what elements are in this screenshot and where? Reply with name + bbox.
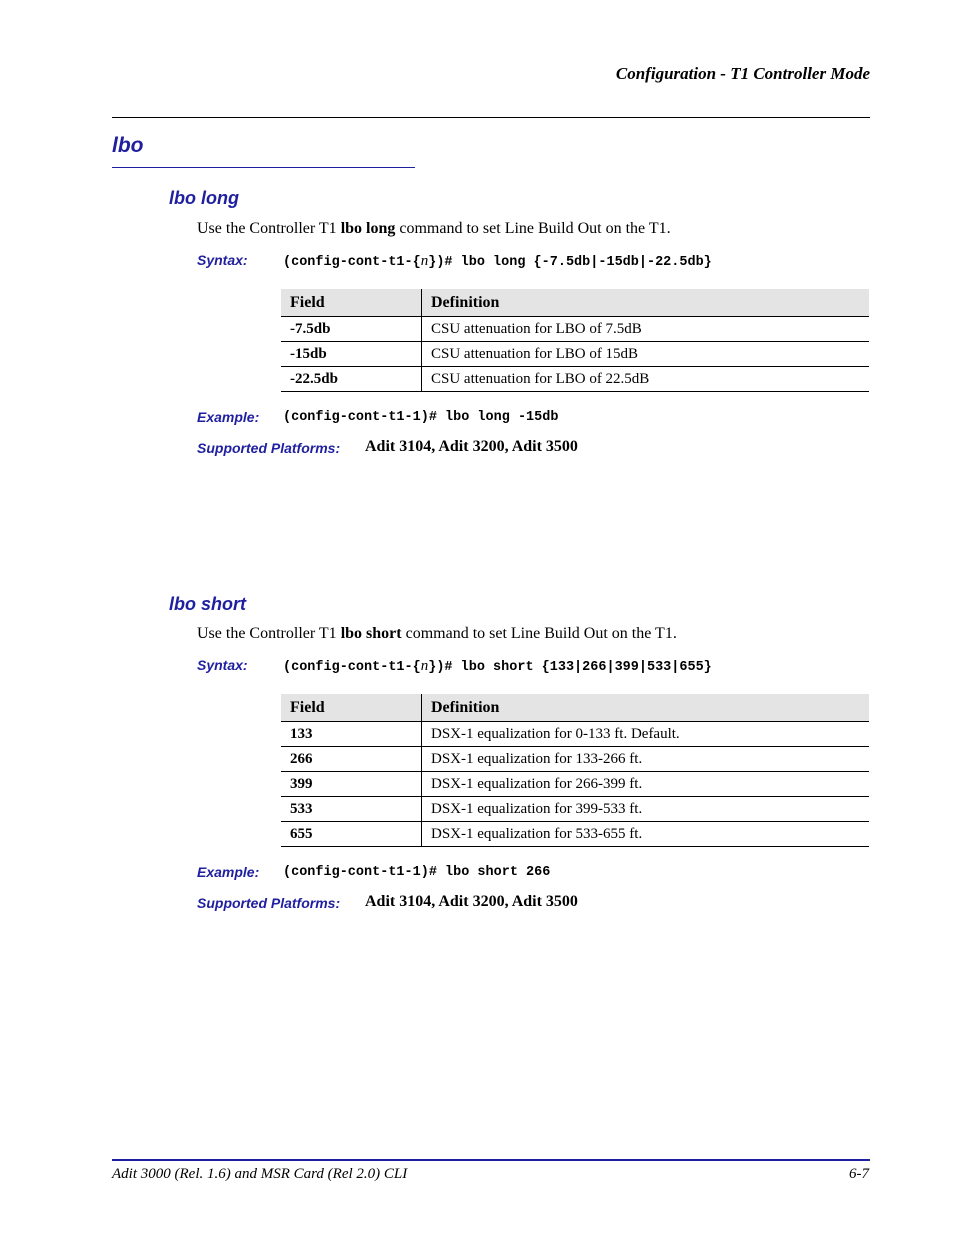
table-row [281, 772, 869, 797]
field-cell: 655 [281, 822, 422, 847]
field-column-header: Field [281, 289, 422, 317]
lbo-short-description: Use the Controller T1 lbo short command to set Line Build Out on the T1. [197, 625, 677, 642]
field-cell: -7.5db [281, 317, 422, 342]
table-row [281, 822, 869, 847]
table-row [281, 317, 869, 342]
lbo-short-platforms-label: Supported Platforms: [197, 895, 341, 911]
lbo-short-example: (config-cont-t1-1)# lbo short 266 [283, 865, 551, 880]
definition-column-header: Definition [422, 289, 870, 317]
definition-column-header: Definition [422, 694, 870, 722]
field-column-header: Field [281, 694, 422, 722]
table-row [281, 367, 869, 392]
table-row [281, 722, 869, 747]
field-cell: 533 [281, 797, 422, 822]
lbo-long-description: Use the Controller T1 lbo long command to set Line Build Out on the T1. [197, 220, 671, 237]
field-cell: 399 [281, 772, 422, 797]
table-header-row [281, 289, 869, 317]
field-cell: 266 [281, 747, 422, 772]
lbo-short-syntax-label: Syntax: [197, 657, 248, 673]
definition-cell: CSU attenuation for LBO of 15dB [422, 342, 870, 367]
table-row [281, 797, 869, 822]
table-row [281, 342, 869, 367]
definition-cell: CSU attenuation for LBO of 7.5dB [422, 317, 870, 342]
header-rule [112, 117, 870, 118]
table-header-row [281, 694, 869, 722]
running-header: Configuration - T1 Controller Mode [615, 64, 870, 83]
field-cell: 133 [281, 722, 422, 747]
lbo-long-heading: lbo long [169, 188, 239, 208]
lbo-long-platforms-label: Supported Platforms: [197, 440, 341, 456]
footer-document-title: Adit 3000 (Rel. 1.6) and MSR Card (Rel 2.0) CLI [112, 1166, 408, 1182]
lbo-short-heading: lbo short [169, 594, 246, 614]
lbo-short-platforms: Adit 3104, Adit 3200, Adit 3500 [365, 893, 578, 910]
lbo-long-example: (config-cont-t1-1)# lbo long -15db [283, 410, 559, 425]
lbo-long-syntax-label: Syntax: [197, 252, 248, 268]
lbo-long-platforms: Adit 3104, Adit 3200, Adit 3500 [365, 438, 578, 455]
table-row [281, 747, 869, 772]
field-cell: -15db [281, 342, 422, 367]
definition-cell: DSX-1 equalization for 0-133 ft. Default. [422, 722, 870, 747]
lbo-long-example-label: Example: [197, 409, 260, 425]
section-title: lbo [112, 134, 144, 157]
lbo-long-field-table [281, 289, 869, 392]
lbo-short-syntax: (config-cont-t1-{n})# lbo short {133|266|399|533|655} [283, 658, 712, 675]
field-cell: -22.5db [281, 367, 422, 392]
section-title-underline [112, 167, 415, 168]
footer-rule [112, 1159, 870, 1161]
definition-cell: DSX-1 equalization for 266-399 ft. [422, 772, 870, 797]
lbo-short-field-table [281, 694, 869, 847]
definition-cell: DSX-1 equalization for 533-655 ft. [422, 822, 870, 847]
definition-cell: DSX-1 equalization for 133-266 ft. [422, 747, 870, 772]
lbo-long-syntax: (config-cont-t1-{n})# lbo long {-7.5db|-15db|-22.5db} [283, 253, 712, 270]
page-number: 6-7 [849, 1166, 869, 1182]
definition-cell: CSU attenuation for LBO of 22.5dB [422, 367, 870, 392]
definition-cell: DSX-1 equalization for 399-533 ft. [422, 797, 870, 822]
lbo-short-example-label: Example: [197, 864, 260, 880]
